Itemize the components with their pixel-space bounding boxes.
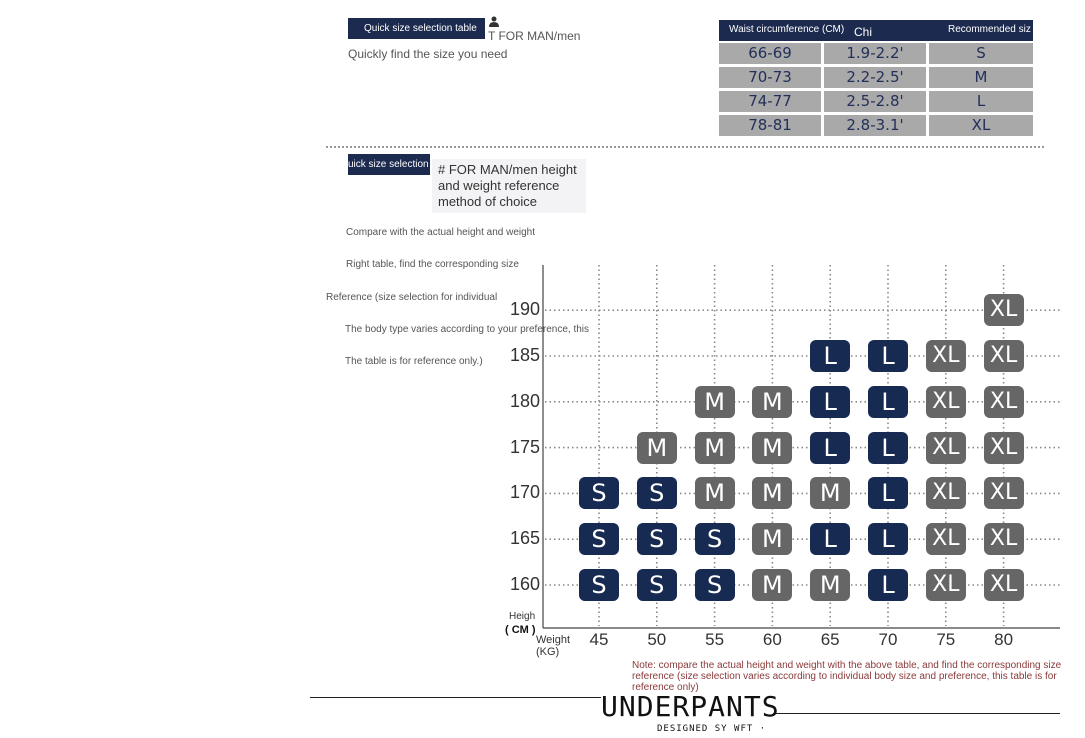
x-axis-label-1: Weight (536, 634, 571, 646)
size-tag-xl: XL (984, 340, 1024, 372)
size-tag-xl: XL (926, 340, 966, 372)
size-tag-l: L (868, 340, 908, 372)
instruction-1: Compare with the actual height and weight (346, 227, 536, 238)
size-tag-l: L (868, 523, 908, 555)
x-tick-label: 80 (994, 630, 1014, 649)
subtitle: T FOR MAN/men (488, 29, 581, 43)
size-tag-m: M (637, 432, 677, 464)
instruction-2: Right table, find the corresponding size (346, 259, 519, 270)
size-tag-xl: XL (984, 569, 1024, 601)
size-tag-m: M (695, 477, 735, 509)
y-tick-label: 185 (509, 345, 540, 365)
size-tag-xl: XL (926, 523, 966, 555)
y-tick-label: 175 (509, 436, 540, 457)
size-tag-l: L (868, 477, 908, 509)
quick-size-badge-label: Quick size selection table (364, 23, 477, 34)
y-tick-label: 165 (509, 528, 540, 549)
x-tick-label: 65 (820, 630, 840, 649)
section2-badge-label: uick size selection (348, 159, 429, 170)
y-axis-label-1: Heigh (509, 611, 536, 622)
size-tag-s: S (637, 569, 677, 601)
section2-heading: # FOR MAN/men height and weight reference method of choice (432, 159, 586, 213)
size-table-cell: 70-73 (719, 67, 821, 88)
instruction-3: Reference (size selection for individual (326, 292, 498, 303)
chart-note: Note: compare the actual height and weight with the above table, and find the corresponding size reference (size selection varies according to individual body size and preference, this table is for reference only) (632, 660, 1062, 693)
size-tag-s: S (579, 523, 619, 555)
size-tag-s: S (695, 569, 735, 601)
size-table-cell: 74-77 (719, 91, 821, 112)
size-tag-m: M (752, 386, 792, 418)
size-tag-xl: XL (926, 386, 966, 418)
size-tag-xl: XL (984, 432, 1024, 464)
size-tag-m: M (752, 523, 792, 555)
size-table-cell: 78-81 (719, 115, 821, 136)
y-axis-label-2: ( CM ) (505, 624, 536, 636)
instruction-5: The table is for reference only.) (345, 356, 483, 367)
size-tag-l: L (810, 523, 850, 555)
size-tag-xl: XL (984, 386, 1024, 418)
size-tag-l: L (868, 569, 908, 601)
x-tick-label: 60 (762, 630, 782, 649)
size-tag-xl: XL (926, 569, 966, 601)
header-recommended: Recommended siz (948, 24, 1031, 35)
y-tick-label: 160 (509, 574, 540, 594)
size-table-cell: L (929, 91, 1033, 112)
header-waist: Waist circumference (CM) (729, 24, 845, 35)
size-tag-m: M (752, 569, 792, 601)
size-tag-s: S (637, 477, 677, 509)
size-table-cell: M (929, 67, 1033, 88)
size-tag-m: M (695, 432, 735, 464)
y-tick-label: 190 (509, 299, 540, 320)
brand-name: UNDERPANTS (601, 690, 780, 723)
size-tag-m: M (752, 432, 792, 464)
y-tick-label: 180 (509, 390, 540, 411)
size-tag-xl: XL (926, 432, 966, 464)
size-tag-s: S (695, 523, 735, 555)
x-tick-label: 75 (936, 630, 956, 649)
size-tag-l: L (810, 340, 850, 372)
size-table-cell: 2.8-3.1' (824, 115, 926, 136)
header-chi: Chi (854, 25, 873, 39)
size-tag-xl: XL (926, 477, 966, 509)
size-tag-xl: XL (984, 294, 1024, 326)
footer-line-right (773, 713, 1060, 714)
size-table-cell: XL (929, 115, 1033, 136)
size-tag-m: M (695, 386, 735, 418)
size-tag-s: S (579, 477, 619, 509)
size-tag-l: L (868, 386, 908, 418)
x-tick-label: 50 (647, 630, 667, 649)
brand-tagline: DESIGNED SY WFT · (657, 724, 767, 734)
size-table-cell: 2.5-2.8' (824, 91, 926, 112)
size-tag-m: M (752, 477, 792, 509)
size-table-cell: 1.9-2.2' (824, 43, 926, 64)
x-tick-label: 55 (705, 630, 725, 649)
x-tick-label: 70 (878, 630, 898, 649)
x-tick-label: 45 (589, 630, 609, 649)
footer-line-left (310, 697, 601, 698)
size-tag-l: L (810, 386, 850, 418)
size-table-cell: 2.2-2.5' (824, 67, 926, 88)
size-tag-l: L (868, 432, 908, 464)
size-tag-m: M (810, 477, 850, 509)
x-axis-label-2: (KG) (536, 646, 560, 658)
size-tag-s: S (637, 523, 677, 555)
size-tag-l: L (810, 432, 850, 464)
size-table-cell: 66-69 (719, 43, 821, 64)
size-tag-m: M (810, 569, 850, 601)
size-table-cell: S (929, 43, 1033, 64)
size-tag-s: S (579, 569, 619, 601)
size-tag-xl: XL (984, 523, 1024, 555)
y-tick-label: 170 (509, 482, 540, 503)
size-tag-xl: XL (984, 477, 1024, 509)
instruction-4: The body type varies according to your preference, this (345, 324, 590, 335)
find-size-text: Quickly find the size you need (348, 47, 508, 61)
